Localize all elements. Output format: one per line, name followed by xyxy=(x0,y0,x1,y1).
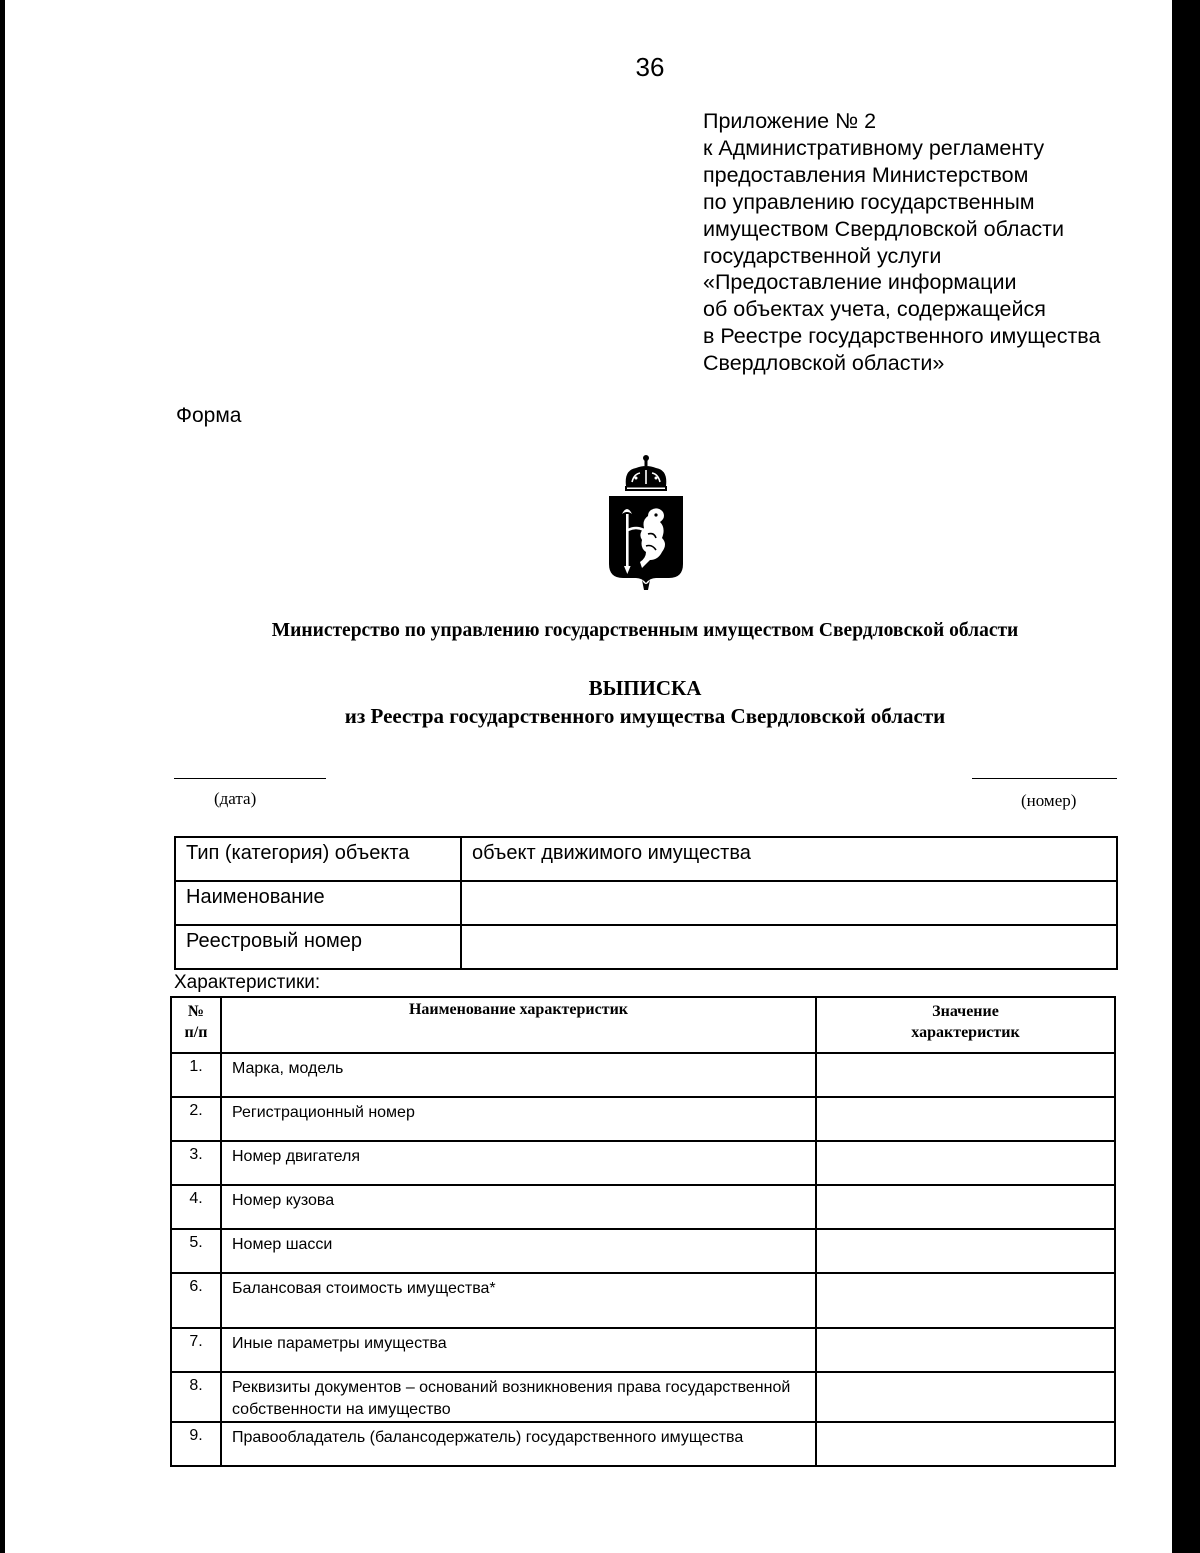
row-name: Номер кузова xyxy=(221,1185,816,1229)
object-field-value xyxy=(461,881,1117,925)
object-field-label: Тип (категория) объекта xyxy=(175,837,461,881)
row-number: 8. xyxy=(171,1372,221,1422)
scan-edge-left xyxy=(0,0,5,1553)
appendix-line: по управлению государственным xyxy=(703,189,1035,214)
row-value xyxy=(816,1141,1115,1185)
row-number: 5. xyxy=(171,1229,221,1273)
row-name: Балансовая стоимость имущества* xyxy=(221,1273,816,1328)
object-row xyxy=(175,837,1117,881)
coat-of-arms-emblem xyxy=(596,452,696,592)
header-name: Наименование характеристик xyxy=(221,997,816,1053)
object-info-table xyxy=(174,836,1118,970)
table-row xyxy=(171,1372,1115,1422)
table-row xyxy=(171,1053,1115,1097)
row-name: Номер шасси xyxy=(221,1229,816,1273)
header-value xyxy=(816,997,1115,1053)
appendix-note xyxy=(703,108,1143,377)
row-name: Реквизиты документов – оснований возникновения права государственной собственности на имущество xyxy=(221,1372,816,1422)
table-row xyxy=(171,1328,1115,1372)
appendix-line: в Реестре государственного имущества xyxy=(703,324,1101,349)
row-name: Марка, модель xyxy=(221,1053,816,1097)
object-field-value: объект движимого имущества xyxy=(461,837,1117,881)
ministry-name: Министерство по управлению государственным имуществом Свердловской области xyxy=(271,620,1019,641)
table-row xyxy=(171,1097,1115,1141)
number-caption: (номер) xyxy=(1021,791,1077,810)
characteristics-table xyxy=(170,996,1116,1467)
scan-edge-right xyxy=(1172,0,1200,1553)
row-number: 2. xyxy=(171,1097,221,1141)
header-number-line: № xyxy=(187,1003,205,1020)
row-name: Правообладатель (балансодержатель) государственного имущества xyxy=(221,1422,816,1466)
row-value xyxy=(816,1229,1115,1273)
date-blank-line xyxy=(174,778,326,779)
object-row xyxy=(175,925,1117,969)
header-number xyxy=(171,997,221,1053)
table-row xyxy=(171,1229,1115,1273)
row-value xyxy=(816,1185,1115,1229)
row-name: Иные параметры имущества xyxy=(221,1328,816,1372)
appendix-line: Приложение № 2 xyxy=(703,109,877,133)
header-value-line: Значение xyxy=(932,1003,999,1020)
row-value xyxy=(816,1422,1115,1466)
row-value xyxy=(816,1097,1115,1141)
header-number-line: п/п xyxy=(184,1024,208,1041)
appendix-line: «Предоставление информации xyxy=(703,270,1017,295)
header-value-line: характеристик xyxy=(911,1024,1020,1041)
table-header-row xyxy=(171,997,1115,1053)
row-number: 6. xyxy=(171,1273,221,1328)
table-row xyxy=(171,1185,1115,1229)
object-field-label: Реестровый номер xyxy=(175,925,461,969)
object-field-value xyxy=(461,925,1117,969)
row-number: 1. xyxy=(171,1053,221,1097)
page-number: 36 xyxy=(635,52,665,82)
row-name: Регистрационный номер xyxy=(221,1097,816,1141)
row-value xyxy=(816,1273,1115,1328)
characteristics-label: Характеристики: xyxy=(174,972,321,993)
appendix-line: к Административному регламенту xyxy=(703,135,1045,160)
appendix-line: об объектах учета, содержащейся xyxy=(703,297,1046,322)
object-field-label: Наименование xyxy=(175,881,461,925)
row-value xyxy=(816,1328,1115,1372)
row-number: 7. xyxy=(171,1328,221,1372)
document-title: ВЫПИСКА xyxy=(588,676,702,700)
form-label: Форма xyxy=(176,404,242,427)
appendix-line: государственной услуги xyxy=(703,243,942,268)
date-caption: (дата) xyxy=(214,789,257,808)
table-row xyxy=(171,1273,1115,1328)
object-row xyxy=(175,881,1117,925)
row-value xyxy=(816,1372,1115,1422)
table-row xyxy=(171,1422,1115,1466)
number-blank-line xyxy=(972,778,1117,779)
table-row xyxy=(171,1141,1115,1185)
row-name: Номер двигателя xyxy=(221,1141,816,1185)
row-number: 4. xyxy=(171,1185,221,1229)
row-number: 3. xyxy=(171,1141,221,1185)
row-value xyxy=(816,1053,1115,1097)
appendix-line: Свердловской области» xyxy=(703,351,945,376)
document-subtitle: из Реестра государственного имущества Свердловской области xyxy=(344,704,946,728)
appendix-line: предоставления Министерством xyxy=(703,162,1029,187)
row-number: 9. xyxy=(171,1422,221,1466)
appendix-line: имуществом Свердловской области xyxy=(703,216,1065,241)
